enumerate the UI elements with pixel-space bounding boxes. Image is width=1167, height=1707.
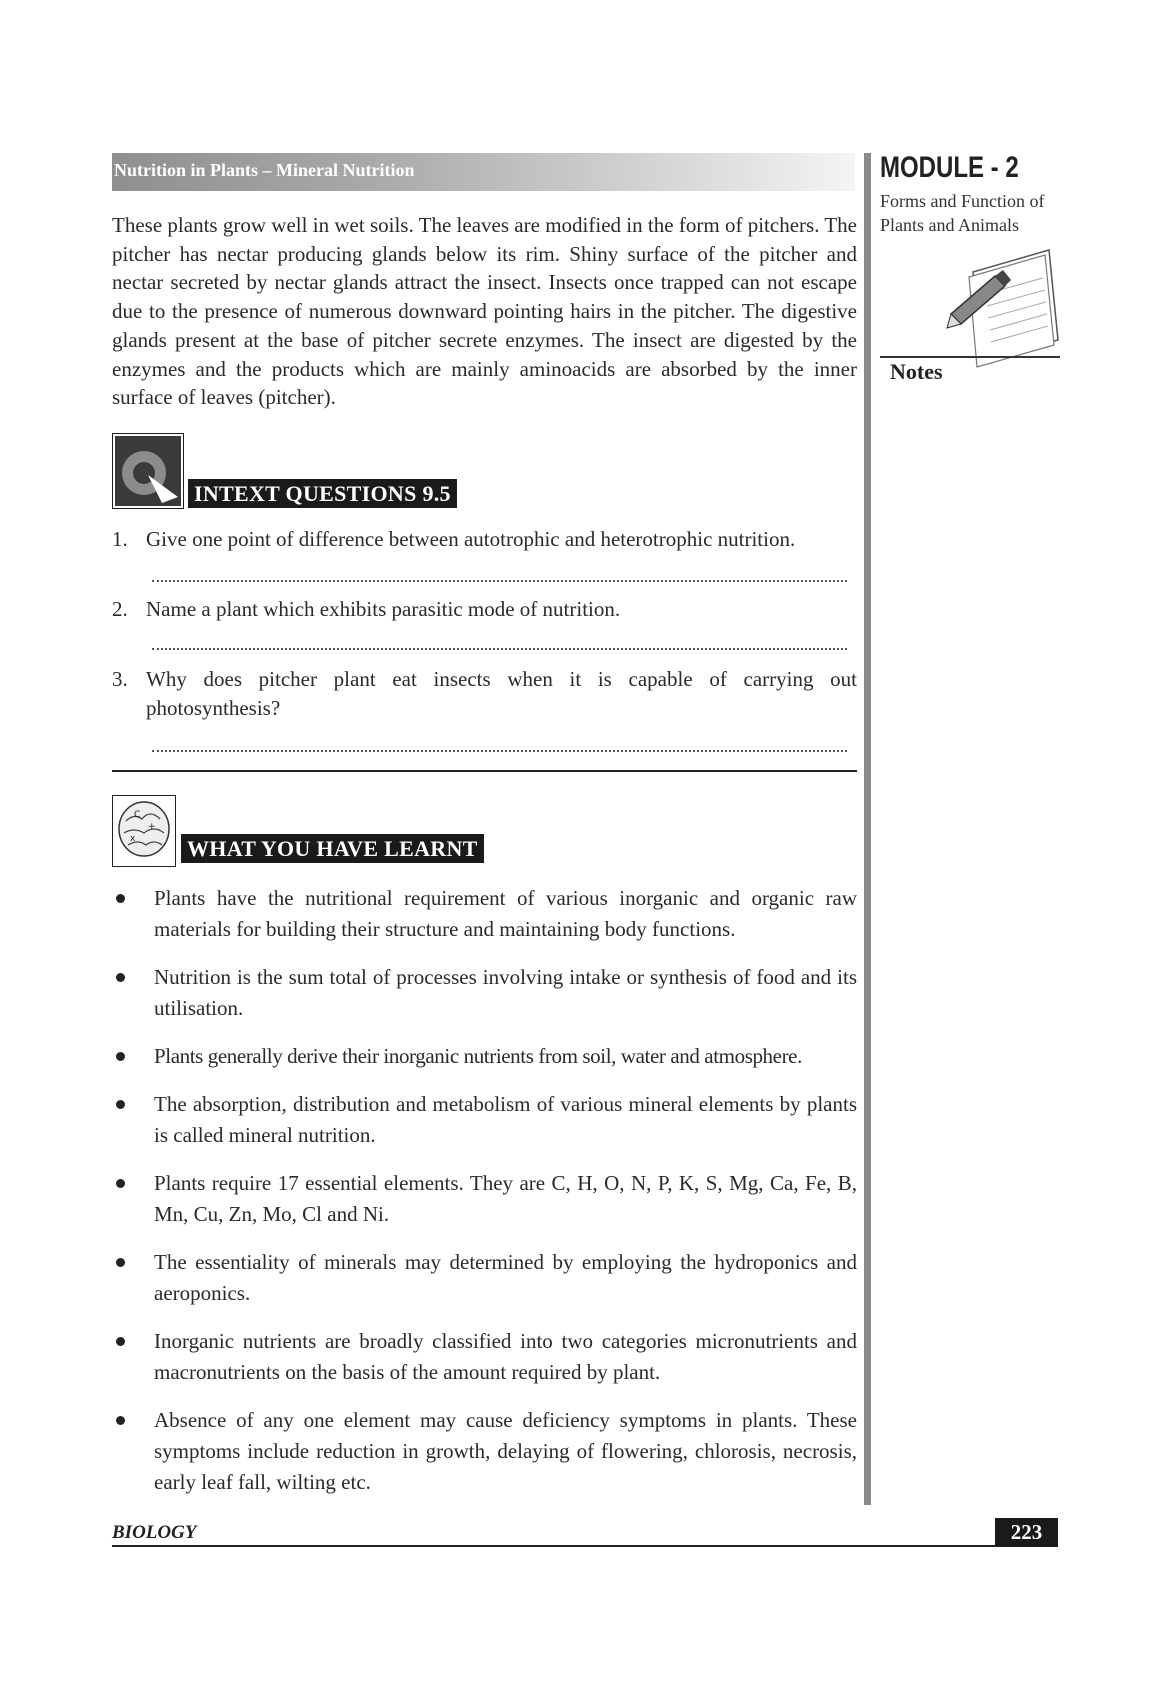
list-item bbox=[112, 1405, 857, 1498]
module-subtitle-line1: Forms and Function of bbox=[880, 191, 1045, 211]
question-item bbox=[112, 525, 857, 554]
intro-paragraph: These plants grow well in wet soils. The leaves are modified in the form of pitchers. The pitcher has nectar producing glands below its rim. Shiny surface of the pitcher and nectar secreted by nectar glands attract the insect. Insects once trapped can not escape due to the presence of numerous downward pointing hairs in the pitcher. The digestive glands present at the base of pitcher secrete enzymes. The insect are digested by the enzymes and the products which are mainly aminoacids are absorbed by the inner surface of leaves (pitcher). bbox=[112, 213, 857, 410]
footer-rule bbox=[112, 1545, 1057, 1547]
module-subtitle-line2: Plants and Animals bbox=[880, 215, 1019, 235]
question-item bbox=[112, 665, 857, 722]
list-item-text: The essentiality of minerals may determined by employing the hydroponics and aeroponics. bbox=[154, 1250, 857, 1305]
footer-subject: BIOLOGY bbox=[112, 1522, 197, 1543]
bullet-icon bbox=[116, 894, 125, 903]
intext-questions-title: INTEXT QUESTIONS 9.5 bbox=[188, 479, 457, 508]
question-number: 3. bbox=[112, 667, 128, 691]
list-item-text: Plants require 17 essential elements. They are C, H, O, N, P, K, S, Mg, Ca, Fe, B, Mn, Cu, Zn, Mo, Cl and Ni. bbox=[154, 1171, 857, 1226]
list-item bbox=[112, 1089, 857, 1151]
answer-line bbox=[152, 648, 847, 650]
page-number: 223 bbox=[995, 1518, 1058, 1547]
question-icon bbox=[112, 433, 184, 509]
list-item bbox=[112, 962, 857, 1024]
bullet-icon bbox=[116, 1258, 125, 1267]
question-text: Why does pitcher plant eat insects when it is capable of carrying out photosynthesis? bbox=[146, 667, 857, 720]
list-item-text: Plants have the nutritional requirement of various inorganic and organic raw materials for building their structure and maintaining body functions. bbox=[154, 886, 857, 941]
svg-text:x: x bbox=[130, 834, 136, 844]
margin-rule bbox=[864, 153, 871, 1505]
question-item bbox=[112, 595, 857, 624]
running-title: Nutrition in Plants – Mineral Nutrition bbox=[114, 160, 415, 180]
question-text: Name a plant which exhibits parasitic mode of nutrition. bbox=[146, 597, 621, 621]
bullet-icon bbox=[116, 1416, 125, 1425]
notes-divider bbox=[880, 356, 1060, 358]
question-text: Give one point of difference between autotrophic and heterotrophic nutrition. bbox=[146, 527, 796, 551]
list-item bbox=[112, 1247, 857, 1309]
question-number: 2. bbox=[112, 597, 128, 621]
module-subtitle bbox=[880, 189, 1060, 237]
list-item bbox=[112, 1041, 857, 1072]
svg-text:C: C bbox=[134, 810, 141, 820]
running-header bbox=[112, 153, 855, 191]
bullet-icon bbox=[116, 1100, 125, 1109]
what-you-have-learnt-title: WHAT YOU HAVE LEARNT bbox=[181, 834, 484, 863]
bullet-icon bbox=[116, 1337, 125, 1346]
list-item-text: Inorganic nutrients are broadly classified into two categories micronutrients and macronutrients on the basis of the amount required by plant. bbox=[154, 1329, 857, 1384]
list-item bbox=[112, 1326, 857, 1388]
list-item-text: Absence of any one element may cause deficiency symptoms in plants. These symptoms include reduction in growth, delaying of flowering, chlorosis, necrosis, early leaf fall, wilting etc. bbox=[154, 1408, 857, 1494]
section-divider bbox=[112, 770, 857, 772]
list-item-text: Plants generally derive their inorganic nutrients from soil, water and atmosphere. bbox=[154, 1044, 802, 1068]
svg-text:+: + bbox=[148, 822, 156, 832]
bullet-icon bbox=[116, 1179, 125, 1188]
answer-line bbox=[152, 750, 847, 752]
bullet-icon bbox=[116, 1052, 125, 1061]
list-item bbox=[112, 883, 857, 945]
brain-icon bbox=[112, 795, 176, 867]
notepad-pencil-icon bbox=[945, 244, 1060, 372]
module-title: MODULE - 2 bbox=[880, 151, 1019, 184]
learnt-list bbox=[112, 883, 857, 1515]
answer-line bbox=[152, 580, 847, 582]
list-item-text: The absorption, distribution and metabolism of various mineral elements by plants is called mineral nutrition. bbox=[154, 1092, 857, 1147]
list-item-text: Nutrition is the sum total of processes involving intake or synthesis of food and its utilisation. bbox=[154, 965, 857, 1020]
question-number: 1. bbox=[112, 527, 128, 551]
list-item bbox=[112, 1168, 857, 1230]
notes-label: Notes bbox=[890, 359, 947, 385]
bullet-icon bbox=[116, 973, 125, 982]
